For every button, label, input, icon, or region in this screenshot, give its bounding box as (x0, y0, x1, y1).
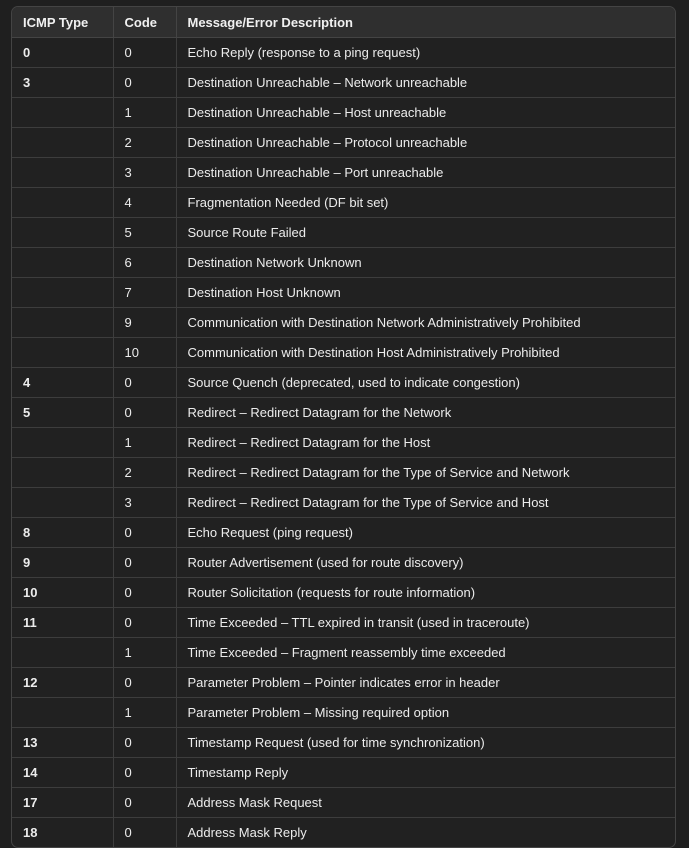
cell-description: Source Route Failed (176, 218, 675, 248)
cell-icmp-type (12, 128, 113, 158)
cell-description: Destination Unreachable – Port unreachable (176, 158, 675, 188)
cell-icmp-type (12, 218, 113, 248)
cell-description: Time Exceeded – Fragment reassembly time exceeded (176, 638, 675, 668)
table-row (12, 698, 675, 728)
cell-icmp-type (12, 428, 113, 458)
cell-code: 0 (113, 518, 176, 548)
table-row (12, 428, 675, 458)
cell-icmp-type (12, 458, 113, 488)
cell-icmp-type: 13 (12, 728, 113, 758)
cell-icmp-type: 9 (12, 548, 113, 578)
icmp-table (12, 7, 675, 847)
table-row (12, 638, 675, 668)
cell-code: 9 (113, 308, 176, 338)
cell-icmp-type (12, 308, 113, 338)
cell-description: Parameter Problem – Pointer indicates error in header (176, 668, 675, 698)
table-row (12, 188, 675, 218)
cell-code: 0 (113, 548, 176, 578)
cell-icmp-type: 17 (12, 788, 113, 818)
cell-code: 1 (113, 698, 176, 728)
cell-code: 0 (113, 668, 176, 698)
cell-code: 10 (113, 338, 176, 368)
cell-code: 0 (113, 728, 176, 758)
cell-icmp-type: 5 (12, 398, 113, 428)
cell-code: 5 (113, 218, 176, 248)
table-row (12, 788, 675, 818)
cell-description: Communication with Destination Network Administratively Prohibited (176, 308, 675, 338)
cell-description: Time Exceeded – TTL expired in transit (used in traceroute) (176, 608, 675, 638)
cell-code: 0 (113, 788, 176, 818)
cell-icmp-type: 4 (12, 368, 113, 398)
cell-code: 0 (113, 68, 176, 98)
cell-icmp-type: 12 (12, 668, 113, 698)
table-row (12, 38, 675, 68)
cell-description: Parameter Problem – Missing required option (176, 698, 675, 728)
cell-icmp-type: 0 (12, 38, 113, 68)
cell-icmp-type (12, 278, 113, 308)
table-row (12, 458, 675, 488)
table-row (12, 128, 675, 158)
cell-code: 1 (113, 98, 176, 128)
cell-description: Redirect – Redirect Datagram for the Network (176, 398, 675, 428)
cell-icmp-type: 14 (12, 758, 113, 788)
cell-code: 3 (113, 488, 176, 518)
cell-description: Timestamp Reply (176, 758, 675, 788)
cell-icmp-type (12, 248, 113, 278)
cell-description: Destination Network Unknown (176, 248, 675, 278)
table-row (12, 518, 675, 548)
table-row (12, 488, 675, 518)
table-row (12, 218, 675, 248)
cell-code: 1 (113, 638, 176, 668)
cell-code: 1 (113, 428, 176, 458)
cell-description: Redirect – Redirect Datagram for the Type of Service and Network (176, 458, 675, 488)
cell-description: Echo Reply (response to a ping request) (176, 38, 675, 68)
cell-code: 0 (113, 578, 176, 608)
table-row (12, 398, 675, 428)
cell-code: 4 (113, 188, 176, 218)
table-body (12, 38, 675, 848)
table-row (12, 548, 675, 578)
cell-icmp-type (12, 638, 113, 668)
cell-code: 2 (113, 458, 176, 488)
cell-icmp-type: 10 (12, 578, 113, 608)
cell-description: Router Advertisement (used for route discovery) (176, 548, 675, 578)
cell-code: 0 (113, 398, 176, 428)
cell-description: Timestamp Request (used for time synchronization) (176, 728, 675, 758)
cell-code: 0 (113, 38, 176, 68)
header-icmp-type: ICMP Type (12, 7, 113, 38)
table-row (12, 338, 675, 368)
table-row (12, 368, 675, 398)
table-row (12, 158, 675, 188)
table-row (12, 68, 675, 98)
table-row (12, 98, 675, 128)
cell-code: 6 (113, 248, 176, 278)
cell-description: Destination Host Unknown (176, 278, 675, 308)
cell-icmp-type: 8 (12, 518, 113, 548)
cell-icmp-type: 18 (12, 818, 113, 848)
cell-icmp-type (12, 158, 113, 188)
cell-icmp-type (12, 188, 113, 218)
cell-code: 0 (113, 368, 176, 398)
cell-code: 0 (113, 758, 176, 788)
cell-description: Address Mask Reply (187, 825, 307, 840)
cell-description: Redirect – Redirect Datagram for the Host (176, 428, 675, 458)
cell-code: 0 (113, 818, 176, 848)
table-row (12, 308, 675, 338)
cell-description: Destination Unreachable – Protocol unreachable (176, 128, 675, 158)
table-row (12, 668, 675, 698)
cell-icmp-type: 11 (12, 608, 113, 638)
cell-description: Source Quench (deprecated, used to indicate congestion) (176, 368, 675, 398)
table-row (12, 608, 675, 638)
cell-description: Destination Unreachable – Host unreachable (176, 98, 675, 128)
cell-code: 3 (113, 158, 176, 188)
cell-code: 7 (113, 278, 176, 308)
cell-description: Destination Unreachable – Network unreachable (176, 68, 675, 98)
table-header (12, 7, 675, 38)
cell-description: Communication with Destination Host Administratively Prohibited (176, 338, 675, 368)
table-row (12, 818, 675, 848)
cell-code: 0 (113, 608, 176, 638)
cell-description: Router Solicitation (requests for route information) (176, 578, 675, 608)
cell-icmp-type (12, 98, 113, 128)
cell-description: Fragmentation Needed (DF bit set) (176, 188, 675, 218)
table-row (12, 728, 675, 758)
cell-description: Address Mask Request (176, 788, 675, 818)
table-row (12, 758, 675, 788)
table-row (12, 578, 675, 608)
header-row (12, 7, 675, 38)
cell-description: Redirect – Redirect Datagram for the Type of Service and Host (176, 488, 675, 518)
table-row (12, 248, 675, 278)
table-row (12, 278, 675, 308)
header-code: Code (113, 7, 176, 38)
cell-icmp-type (12, 488, 113, 518)
cell-code: 2 (113, 128, 176, 158)
cell-icmp-type (12, 338, 113, 368)
cell-icmp-type: 3 (12, 68, 113, 98)
header-description: Message/Error Description (176, 7, 675, 38)
icmp-table-container (11, 6, 676, 848)
cell-icmp-type (12, 698, 113, 728)
cell-description: Echo Request (ping request) (176, 518, 675, 548)
